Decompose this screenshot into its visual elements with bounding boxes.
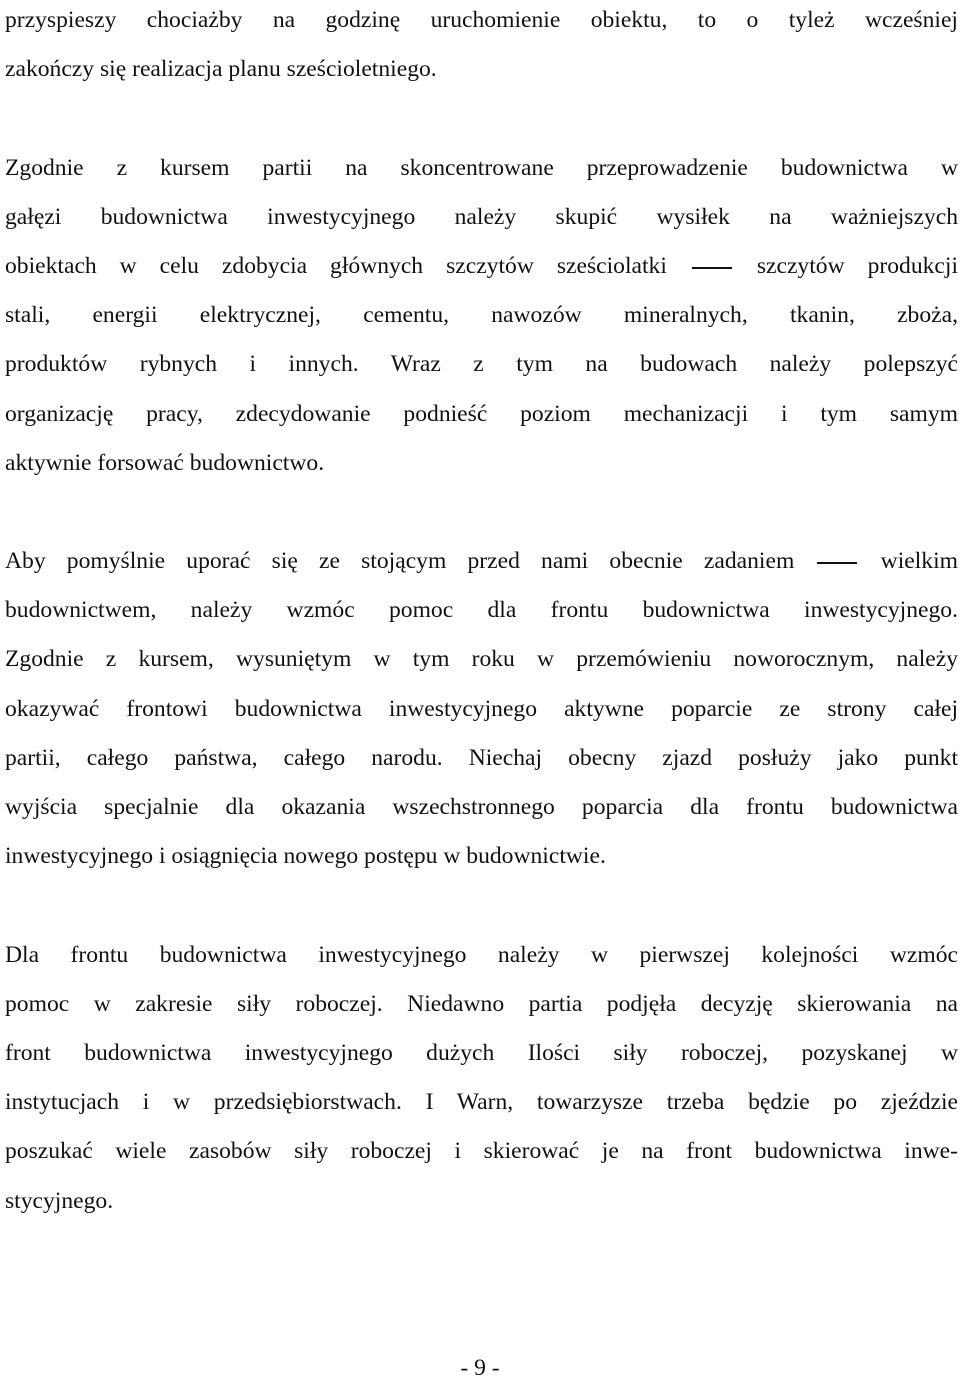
- text-line: pomoc w zakresie siły roboczej. Niedawno partia podjęła decyzję skierowania na: [5, 990, 958, 1017]
- text-line: organizację pracy, zdecydowanie podnieść poziom mechanizacji i tym samym: [5, 400, 958, 427]
- paragraph: [5, 537, 958, 881]
- text-line: Dla frontu budownictwa inwestycyjnego należy w pierwszej kolejności wzmóc: [5, 941, 958, 968]
- text-line: poszukać wiele zasobów siły roboczej i skierować je na front budownictwa inwe-: [5, 1138, 958, 1165]
- text-line: [5, 242, 958, 291]
- text-line: zakończy się realizacja planu sześcioletniego.: [5, 56, 437, 83]
- text-line: produktów rybnych i innych. Wraz z tym na budowach należy polepszyć: [5, 351, 958, 378]
- text-segment: Aby pomyślnie uporać się ze stojącym przed nami obecnie zadaniem: [5, 548, 795, 575]
- text-line: okazywać frontowi budownictwa inwestycyjnego aktywne poparcie ze strony całej: [5, 695, 958, 722]
- text-segment: wielkim: [880, 548, 958, 575]
- text-line: gałęzi budownictwa inwestycyjnego należy skupić wysiłek na ważniejszych: [5, 203, 958, 230]
- text-line: aktywnie forsować budownictwo.: [5, 449, 325, 476]
- text-line: stali, energii elektrycznej, cementu, nawozów mineralnych, tkanin, zboża,: [5, 302, 958, 329]
- paragraph: [5, 144, 958, 488]
- text-line: wyjścia specjalnie dla okazania wszechstronnego poparcia dla frontu budownictwa: [5, 794, 958, 820]
- paragraph-gap: [5, 488, 958, 537]
- page-number: - 9 -: [460, 1355, 500, 1381]
- text-line: przyspieszy chociażby na godzinę uruchomienie obiektu, to o tyleż wcześniej: [5, 7, 958, 33]
- paragraph: [5, 931, 958, 1226]
- paragraph-gap: [5, 881, 958, 930]
- em-dash: [692, 267, 732, 269]
- text-line: budownictwem, należy wzmóc pomoc dla frontu budownictwa inwestycyjnego.: [5, 597, 958, 624]
- em-dash: [817, 562, 857, 564]
- text-segment: obiektach w celu zdobycia głównych szczytów sześciolatki: [5, 252, 667, 279]
- text-line: partii, całego państwa, całego narodu. Niechaj obecny zjazd posłuży jako punkt: [5, 744, 958, 771]
- text-line: stycyjnego.: [5, 1187, 114, 1214]
- paragraph-gap: [5, 94, 958, 143]
- paragraph: [5, 0, 958, 94]
- text-line: Zgodnie z kursem, wysuniętym w tym roku w przemówieniu noworocznym, należy: [5, 646, 958, 673]
- text-line: instytucjach i w przedsiębiorstwach. I Warn, towarzysze trzeba będzie po zjeździe: [5, 1089, 958, 1116]
- text-line: inwestycyjnego i osiągnięcia nowego postępu w budownictwie.: [5, 843, 606, 870]
- text-line: [5, 537, 958, 586]
- text-segment: szczytów produkcji: [756, 252, 958, 279]
- document-page: [5, 0, 958, 1226]
- text-line: front budownictwa inwestycyjnego dużych Ilości siły roboczej, pozyskanej w: [5, 1039, 958, 1066]
- text-line: Zgodnie z kursem partii na skoncentrowane przeprowadzenie budownictwa w: [5, 154, 958, 181]
